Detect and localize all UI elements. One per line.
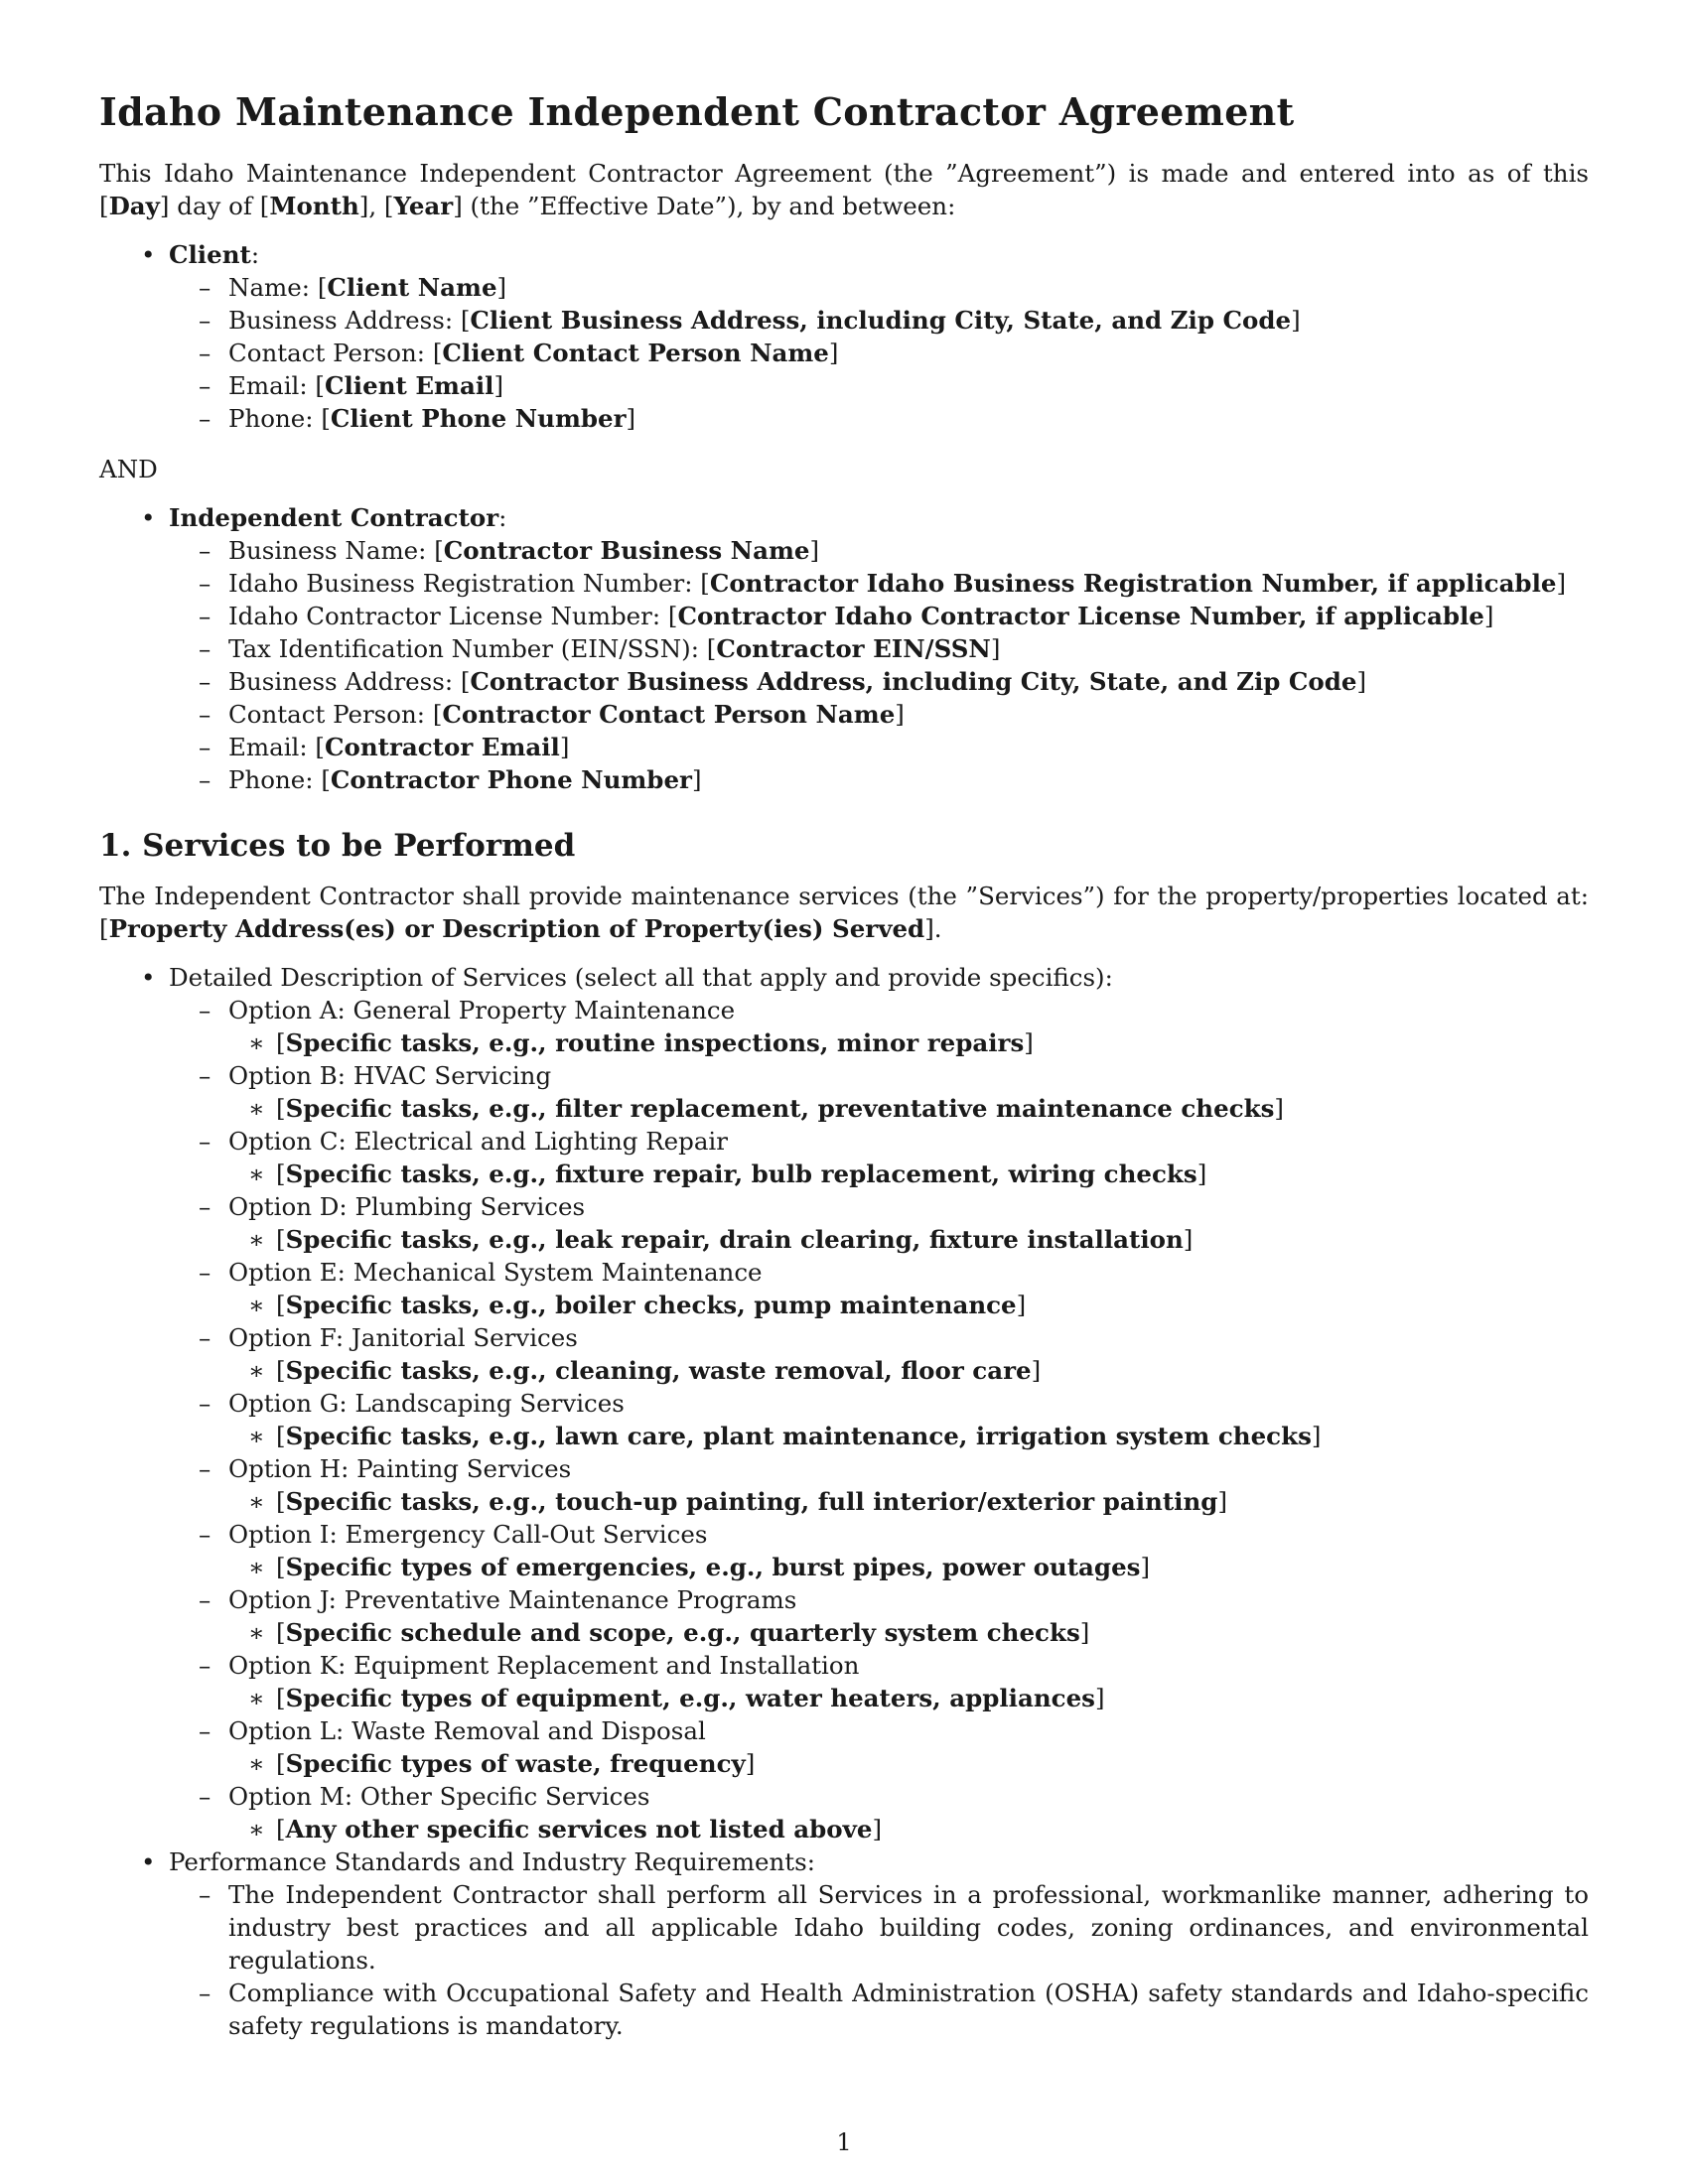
option-label: Option E: Mechanical System Maintenance	[228, 1258, 763, 1287]
option-label: Option H: Painting Services	[228, 1454, 572, 1483]
contractor-field: – Business Address: [Contractor Business Address, including City, State, and Zip Code]	[228, 665, 1589, 698]
service-option	[228, 1714, 1589, 1780]
field-value: Contractor EIN/SSN	[716, 634, 991, 663]
option-detail: ∗ [Specific types of equipment, e.g., water heaters, appliances]	[276, 1682, 1589, 1714]
field-value: Contractor Idaho Contractor License Number, if applicable	[677, 602, 1484, 630]
day-placeholder: Day	[108, 192, 160, 220]
client-field: – Business Address: [Client Business Address, including City, State, and Zip Code]	[228, 304, 1589, 337]
field-value: Contractor Email	[325, 733, 560, 761]
service-option	[228, 1125, 1589, 1190]
option-detail-text: Specific schedule and scope, e.g., quarterly system checks	[285, 1618, 1080, 1647]
option-detail: ∗ [Specific tasks, e.g., filter replacement, preventative maintenance checks]	[276, 1092, 1589, 1125]
field-value: Contractor Idaho Business Registration Number, if applicable	[709, 569, 1557, 598]
service-option	[228, 1649, 1589, 1714]
client-field: – Contact Person: [Client Contact Person Name]	[228, 337, 1589, 369]
service-option	[228, 1780, 1589, 1845]
field-label: Email: [	[228, 371, 325, 400]
option-detail-text: Specific types of equipment, e.g., water heaters, appliances	[285, 1684, 1095, 1712]
option-label: Option C: Electrical and Lighting Repair	[228, 1127, 728, 1156]
intro-text: ], [	[358, 192, 394, 220]
option-label: Option K: Equipment Replacement and Installation	[228, 1651, 860, 1680]
standard-item: – Compliance with Occupational Safety and Health Administration (OSHA) safety standards and Idaho-specific safety regulations is mandatory.	[228, 1977, 1589, 2042]
option-detail-text: Specific tasks, e.g., fixture repair, bulb replacement, wiring checks	[285, 1160, 1197, 1188]
standards-heading: Performance Standards and Industry Requirements:	[169, 1847, 815, 1876]
client-field: – Name: [Client Name]	[228, 271, 1589, 304]
option-detail: ∗ [Specific tasks, e.g., fixture repair, bulb replacement, wiring checks]	[276, 1158, 1589, 1190]
contractor-heading: Independent Contractor	[169, 503, 499, 532]
services-list	[99, 961, 1589, 2042]
contractor-field: – Contact Person: [Contractor Contact Person Name]	[228, 698, 1589, 731]
field-label: Contact Person: [	[228, 700, 443, 729]
contractor-field: – Tax Identification Number (EIN/SSN): [Contractor EIN/SSN]	[228, 632, 1589, 665]
option-detail-text: Specific tasks, e.g., touch-up painting, full interior/exterior painting	[285, 1487, 1218, 1516]
option-detail-text: Specific tasks, e.g., lawn care, plant maintenance, irrigation system checks	[285, 1422, 1312, 1450]
services-paragraph	[99, 880, 1589, 945]
services-text: ].	[924, 914, 942, 943]
standards-item	[169, 1845, 1589, 2042]
option-detail-text: Specific tasks, e.g., filter replacement, preventative maintenance checks	[285, 1094, 1275, 1123]
contractor-field: – Business Name: [Contractor Business Name]	[228, 534, 1589, 567]
option-label: Option I: Emergency Call-Out Services	[228, 1520, 708, 1549]
field-value: Client Name	[327, 273, 497, 302]
year-placeholder: Year	[393, 192, 454, 220]
contractor-field: – Phone: [Contractor Phone Number]	[228, 763, 1589, 796]
services-text: The Independent Contractor shall provide maintenance services (the ”Services”) for the property/properties located at: [	[99, 882, 1589, 943]
details-heading: Detailed Description of Services (select all that apply and provide specifics):	[169, 963, 1113, 992]
field-value: Contractor Phone Number	[330, 765, 692, 794]
service-option	[228, 1518, 1589, 1583]
service-option	[228, 1190, 1589, 1256]
field-value: Contractor Business Name	[443, 536, 810, 565]
option-detail: ∗ [Specific tasks, e.g., lawn care, plant maintenance, irrigation system checks]	[276, 1420, 1589, 1452]
option-detail-text: Specific types of waste, frequency	[285, 1749, 746, 1778]
field-label: Tax Identification Number (EIN/SSN): [	[228, 634, 717, 663]
option-detail-text: Specific tasks, e.g., routine inspections, minor repairs	[285, 1028, 1025, 1057]
month-placeholder: Month	[269, 192, 359, 220]
standard-item: – The Independent Contractor shall perform all Services in a professional, workmanlike manner, adhering to industry best practices and all applicable Idaho building codes, zoning ordinances, and environmental regulations.	[228, 1878, 1589, 1977]
option-detail: ∗ [Specific tasks, e.g., routine inspections, minor repairs]	[276, 1026, 1589, 1059]
intro-paragraph	[99, 157, 1589, 222]
option-detail: ∗ [Specific tasks, e.g., touch-up painting, full interior/exterior painting]	[276, 1485, 1589, 1518]
contractor-field: – Email: [Contractor Email]	[228, 731, 1589, 763]
intro-text: ] day of [	[159, 192, 270, 220]
option-detail-text: Specific tasks, e.g., leak repair, drain clearing, fixture installation	[285, 1225, 1184, 1254]
client-field: – Email: [Client Email]	[228, 369, 1589, 402]
field-value: Client Phone Number	[330, 404, 627, 433]
field-label: Phone: [	[228, 404, 331, 433]
services-details-item	[169, 961, 1589, 1845]
option-label: Option D: Plumbing Services	[228, 1192, 586, 1221]
contractor-field: – Idaho Contractor License Number: [Contractor Idaho Contractor License Number, if applicable]	[228, 600, 1589, 632]
field-value: Client Contact Person Name	[442, 339, 829, 367]
service-option	[228, 1059, 1589, 1125]
contractor-field: – Idaho Business Registration Number: [Contractor Idaho Business Registration Number, if applicable]	[228, 567, 1589, 600]
page-number: 1	[836, 2128, 852, 2156]
intro-text: ] (the ”Effective Date”), by and between:	[453, 192, 956, 220]
field-value: Client Business Address, including City, State, and Zip Code	[470, 306, 1292, 335]
field-value: Contractor Contact Person Name	[442, 700, 896, 729]
service-option	[228, 1321, 1589, 1387]
field-value: Contractor Business Address, including City, State, and Zip Code	[470, 667, 1357, 696]
field-value: Client Email	[325, 371, 494, 400]
service-option	[228, 1583, 1589, 1649]
option-detail-text: Specific tasks, e.g., cleaning, waste removal, floor care	[285, 1356, 1032, 1385]
service-option	[228, 994, 1589, 1059]
option-detail: ∗ [Specific tasks, e.g., cleaning, waste removal, floor care]	[276, 1354, 1589, 1387]
client-field: – Phone: [Client Phone Number]	[228, 402, 1589, 435]
option-detail: ∗ [Specific tasks, e.g., leak repair, drain clearing, fixture installation]	[276, 1223, 1589, 1256]
service-option	[228, 1256, 1589, 1321]
client-item: • Client: – Name: [Client Name] – Business Address: [Client Business Address, including City, State, and Zip Code] – Contact Person: [Client Contact Person Name] – Email: [Client Email] – Phone: [Client Phone Number]	[169, 238, 1589, 435]
field-label: Idaho Contractor License Number: [	[228, 602, 678, 630]
option-label: Option J: Preventative Maintenance Programs	[228, 1585, 797, 1614]
service-option	[228, 1387, 1589, 1452]
field-label: Phone: [	[228, 765, 331, 794]
document-title: Idaho Maintenance Independent Contractor Agreement	[99, 89, 1295, 134]
field-label: Business Address: [	[228, 667, 471, 696]
option-detail: ∗ [Specific tasks, e.g., boiler checks, pump maintenance]	[276, 1289, 1589, 1321]
field-label: Business Address: [	[228, 306, 471, 335]
contractor-item: • Independent Contractor: – Business Name: [Contractor Business Name] – Idaho Business Registration Number: [Contractor Idaho Business Registration Number, if applicable] – Idaho Contractor License Number: [Contractor Idaho Contractor License Number, if applicable] – Tax Identification Number (EIN/SSN): [Contractor EIN/SSN] – Business Address: [Contractor Business Address, including City, State, and Zip Code] – Contact Person: [Contractor Contact Person Name] – Email: [Contractor Email] – Phone: [Contractor Phone Number]	[169, 501, 1589, 796]
option-detail: ∗ [Specific types of emergencies, e.g., burst pipes, power outages]	[276, 1551, 1589, 1583]
option-detail: ∗ [Specific types of waste, frequency]	[276, 1747, 1589, 1780]
field-label: Contact Person: [	[228, 339, 443, 367]
option-detail: ∗ [Any other specific services not listed above]	[276, 1813, 1589, 1845]
option-detail-text: Any other specific services not listed above	[285, 1815, 873, 1843]
field-label: Idaho Business Registration Number: [	[228, 569, 710, 598]
option-detail-text: Specific tasks, e.g., boiler checks, pump maintenance	[285, 1291, 1017, 1319]
client-heading: Client	[169, 240, 251, 269]
service-option	[228, 1452, 1589, 1518]
client-list	[99, 238, 1589, 435]
option-label: Option M: Other Specific Services	[228, 1782, 650, 1811]
field-label: Email: [	[228, 733, 325, 761]
option-label: Option A: General Property Maintenance	[228, 996, 736, 1024]
field-label: Name: [	[228, 273, 328, 302]
and-separator: AND	[99, 455, 158, 483]
option-detail: ∗ [Specific schedule and scope, e.g., quarterly system checks]	[276, 1616, 1589, 1649]
option-label: Option B: HVAC Servicing	[228, 1061, 552, 1090]
section-heading-services: 1. Services to be Performed	[99, 828, 576, 864]
field-label: Business Name: [	[228, 536, 444, 565]
option-label: Option G: Landscaping Services	[228, 1389, 625, 1418]
property-placeholder: Property Address(es) or Description of Property(ies) Served	[108, 914, 925, 943]
document-page	[99, 89, 1589, 2042]
option-label: Option F: Janitorial Services	[228, 1323, 578, 1352]
option-detail-text: Specific types of emergencies, e.g., burst pipes, power outages	[285, 1553, 1141, 1581]
intro-text: This Idaho Maintenance Independent Contractor Agreement (the ”Agreement”) is made and entered into as of this [	[99, 159, 1589, 220]
option-label: Option L: Waste Removal and Disposal	[228, 1716, 706, 1745]
contractor-list	[99, 501, 1589, 796]
